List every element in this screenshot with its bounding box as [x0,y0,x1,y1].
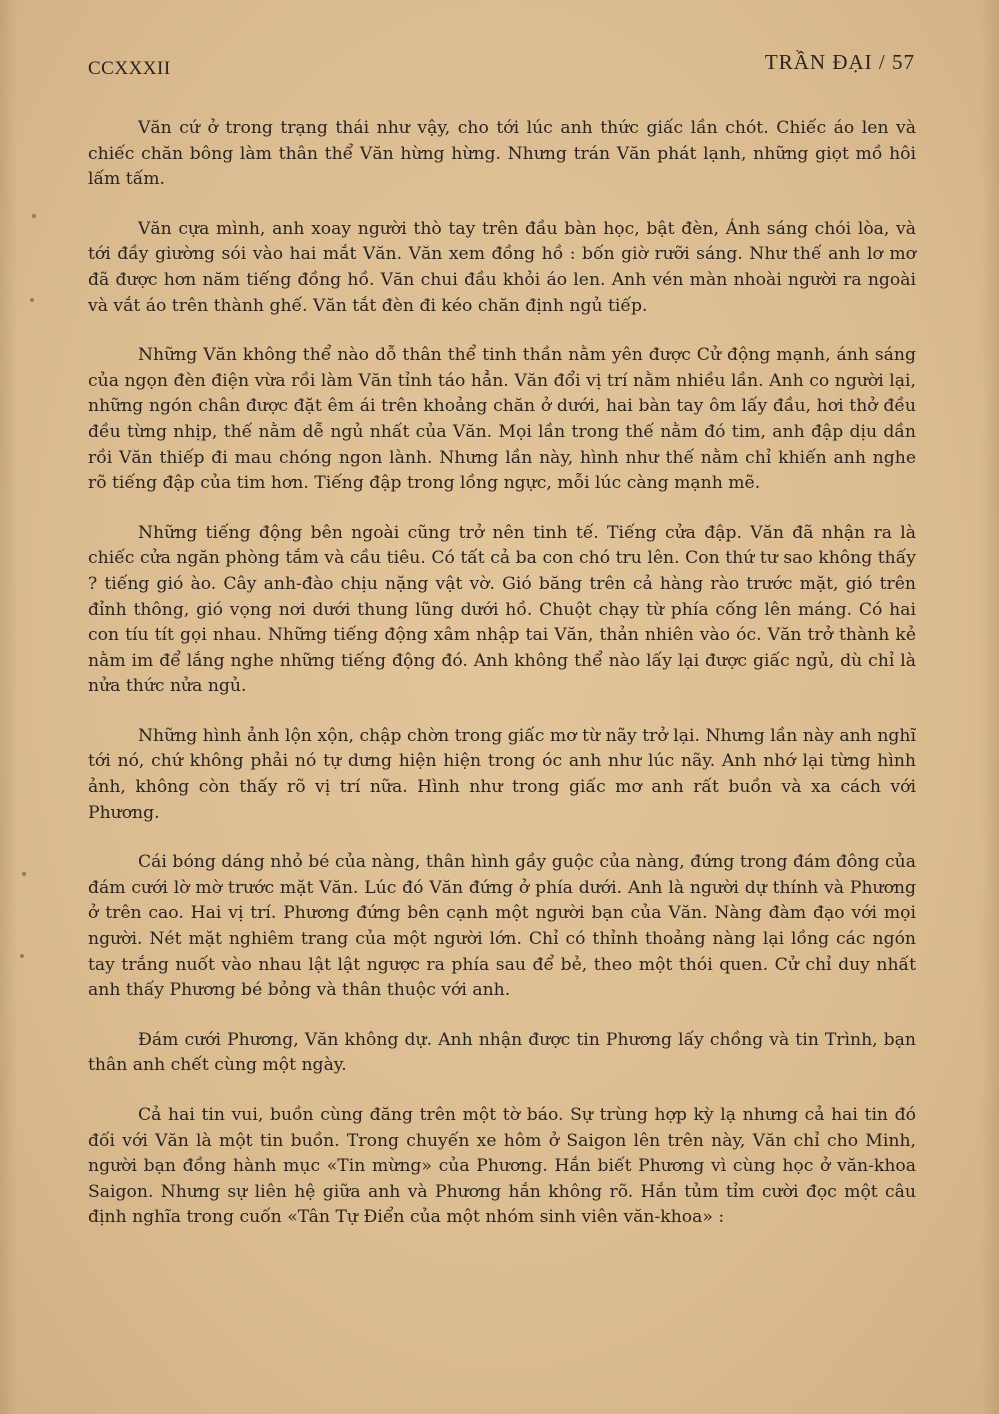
paper-speck [32,214,36,218]
running-header: TRẦN ĐẠI / 57 [764,50,915,74]
paper-speck [20,954,24,958]
paragraph: Đám cưới Phương, Văn không dự. Anh nhận được tin Phương lấy chồng và tin Trình, bạn thân anh chết cùng một ngày. [88,1029,916,1076]
paragraph: Những hình ảnh lộn xộn, chập chờn trong giấc mơ từ nãy trở lại. Nhưng lần này anh nghĩ tới nó, chứ không phải nó tự dưng hiện hiện trong óc anh như lúc nãy. Anh nhớ lại từng hình ảnh, không còn thấy rõ vị trí nữa. Hình như trong giấc mơ anh rất buồn và xa cách với Phương. [88,725,916,823]
issue-number: CCXXXII [88,58,171,79]
left-edge-shadow [0,0,18,1414]
paragraph: Những tiếng động bên ngoài cũng trở nên tinh tế. Tiếng cửa đập. Văn đã nhận ra là chiếc cửa ngăn phòng tắm và cầu tiêu. Có tất cả ba con chó tru lên. Con thứ tư sao không thấy ? tiếng gió ào. Cây anh-đào chịu nặng vật vờ. Gió băng trên cả hàng rào trước mặt, gió trên đỉnh thông, gió vọng nơi dưới thung lũng dưới hồ. Chuột chạy từ phía cống lên máng. Có hai con tíu tít gọi nhau. Những tiếng động xâm nhập tai Văn, thản nhiên vào óc. Văn trở thành kẻ nằm im để lắng nghe những tiếng động đó. Anh không thể nào lấy lại được giấc ngủ, dù chỉ là nửa thức nửa ngủ. [88,522,916,697]
paragraph: Cái bóng dáng nhỏ bé của nàng, thân hình gầy guộc của nàng, đứng trong đám đông của đám cưới lờ mờ trước mặt Văn. Lúc đó Văn đứng ở phía dưới. Anh là người dự thính và Phương ở trên cao. Hai vị trí. Phương đứng bên cạnh một người bạn của Văn. Nàng đàm đạo với mọi người. Nét mặt nghiêm trang của một người lớn. Chỉ có thỉnh thoảng nàng lại lồng các ngón tay trắng nuốt vào nhau lật lật ngược ra phía sau để bẻ, theo một thói quen. Cử chỉ duy nhất anh thấy Phương bé bỏng và thân thuộc với anh. [88,852,916,1001]
paper-speck [30,298,34,302]
right-edge-shadow [981,0,999,1414]
paragraph: Văn cựa mình, anh xoay người thò tay trên đầu bàn học, bật đèn, Ánh sáng chói lòa, và tới đầy giường sói vào hai mắt Văn. Văn xem đồng hồ : bốn giờ rưỡi sáng. Như thế anh lơ mơ đã được hơn năm tiếng đồng hồ. Văn chui đầu khỏi áo len. Anh vén màn nhoài người ra ngoài và vắt áo trên thành ghế. Văn tắt đèn đi kéo chăn định ngủ tiếp. [88,218,916,316]
paper-speck [22,872,26,876]
body-text [88,116,916,1255]
paragraph: Cả hai tin vui, buồn cùng đăng trên một tờ báo. Sự trùng hợp kỳ lạ nhưng cả hai tin đó đối với Văn là một tin buồn. Trong chuyến xe hôm ở Saigon lên trên này, Văn chỉ cho Minh, người bạn đồng hành mục «Tin mừng» của Phương. Hắn biết Phương vì cùng học ở văn-khoa Saigon. Nhưng sự liên hệ giữa anh và Phương hắn không rõ. Hắn tủm tỉm cười đọc một câu định nghĩa trong cuốn «Tân Tự Điển của một nhóm sinh viên văn-khoa» : [88,1105,916,1228]
paragraph: Những Văn không thể nào dỗ thân thể tinh thần nằm yên được Cử động mạnh, ánh sáng của ngọn đèn điện vừa rồi làm Văn tỉnh táo hẳn. Văn đổi vị trí nằm nhiều lần. Anh co người lại, những ngón chân được đặt êm ái trên khoảng chăn ở dưới, hai bàn tay ôm lấy đầu, hơi thở đều đều từng nhịp, thế nằm dễ ngủ nhất của Văn. Mọi lần trong thế nằm đó tim, anh đập dịu dần rồi Văn thiếp đi mau chóng ngon lành. Nhưng lần này, hình như thế nằm chỉ khiến anh nghe rõ tiếng đập của tim hơn. Tiếng đập trong lồng ngực, mỗi lúc càng mạnh mẽ. [88,345,916,494]
paragraph: Văn cứ ở trong trạng thái như vậy, cho tới lúc anh thức giấc lần chót. Chiếc áo len và chiếc chăn bông làm thân thể Văn hừng hừng. Nhưng trán Văn phát lạnh, những giọt mồ hôi lấm tấm. [88,118,916,190]
